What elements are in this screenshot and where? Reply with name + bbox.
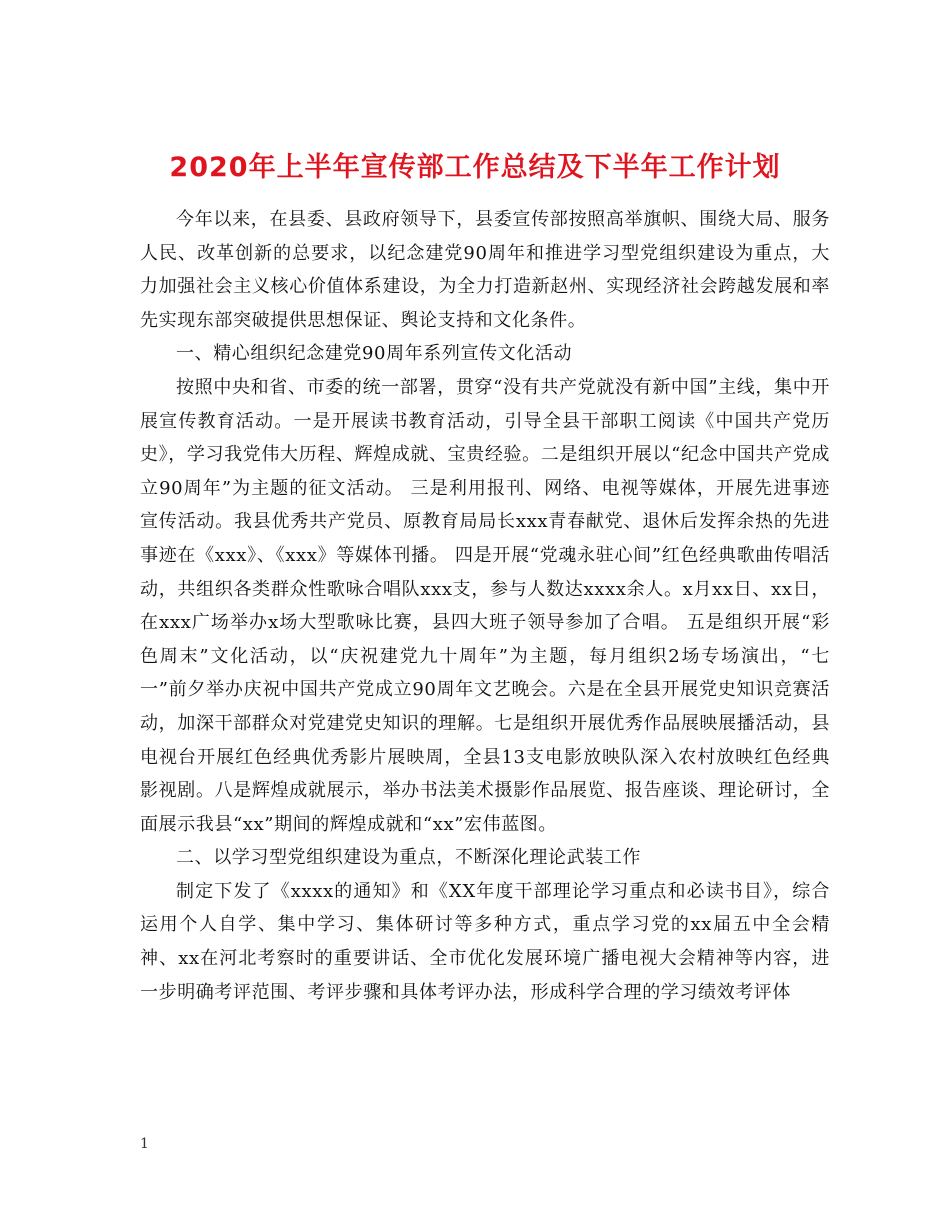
section-1-paragraph: 按照中央和省、市委的统一部署，贯穿“没有共产党就没有新中国”主线，集中开展宣传教育活动。一是开展读书教育活动，引导全县干部职工阅读《中国共产党历史》，学习我党伟大历程、辉煌成就、宝贵经验。二是组织开展以“纪念中国共产党成立90周年”为主题的征文活动。 三是利用报刊、网络、电视等媒体，开展先进事迹宣传活动。我县优秀共产党员、原教育局局长xxx青春献党、退休后发挥余热的先进事迹在《xxx》、《xxx》等媒体刊播。 四是开展“党魂永驻心间”红色经典歌曲传唱活动，共组织各类群众性歌咏合唱队xxx支，参与人数达xxxx余人。x月xx日、xx日，在xxx广场举办x场大型歌咏比赛，县四大班子领导参加了合唱。 五是组织开展“彩色周末”文化活动，以“庆祝建党九十周年”为主题，每月组织2场专场演出，“七一”前夕举办庆祝中国共产党成立90周年文艺晚会。六是在全县开展党史知识竞赛活动，加深干部群众对党建党史知识的理解。七是组织开展优秀作品展映展播活动，县电视台开展红色经典优秀影片展映周，全县13支电影放映队深入农村放映红色经典影视剧。八是辉煌成就展示，举办书法美术摄影作品展览、报告座谈、理论研讨，全面展示我县“xx”期间的辉煌成就和“xx”宏伟蓝图。 xyxy=(140,376,830,835)
page-number: 1 xyxy=(140,1136,149,1152)
section-heading-2: 二、以学习型党组织建设为重点，不断深化理论武装工作 xyxy=(176,847,641,869)
document-body xyxy=(140,203,830,1009)
section-2-paragraph: 制定下发了《xxxx的通知》和《XX年度干部理论学习重点和必读书目》，综合运用个人自学、集中学习、集体研讨等多种方式，重点学习党的xx届五中全会精神、xx在河北考察时的重要讲话、全市优化发展环境广播电视大会精神等内容，进一步明确考评范围、考评步骤和具体考评办法，形成科学合理的学习绩效考评体 xyxy=(140,880,830,1003)
intro-paragraph: 今年以来，在县委、县政府领导下，县委宣传部按照高举旗帜、围绕大局、服务人民、改革创新的总要求，以纪念建党90周年和推进学习型党组织建设为重点，大力加强社会主义核心价值体系建设，为全力打造新赵州、实现经济社会跨越发展和率先实现东部突破提供思想保证、舆论支持和文化条件。 xyxy=(140,209,830,331)
section-heading-1: 一、精心组织纪念建党90周年系列宣传文化活动 xyxy=(176,343,573,365)
document-title: 2020年上半年宣传部工作总结及下半年工作计划 xyxy=(169,152,781,184)
